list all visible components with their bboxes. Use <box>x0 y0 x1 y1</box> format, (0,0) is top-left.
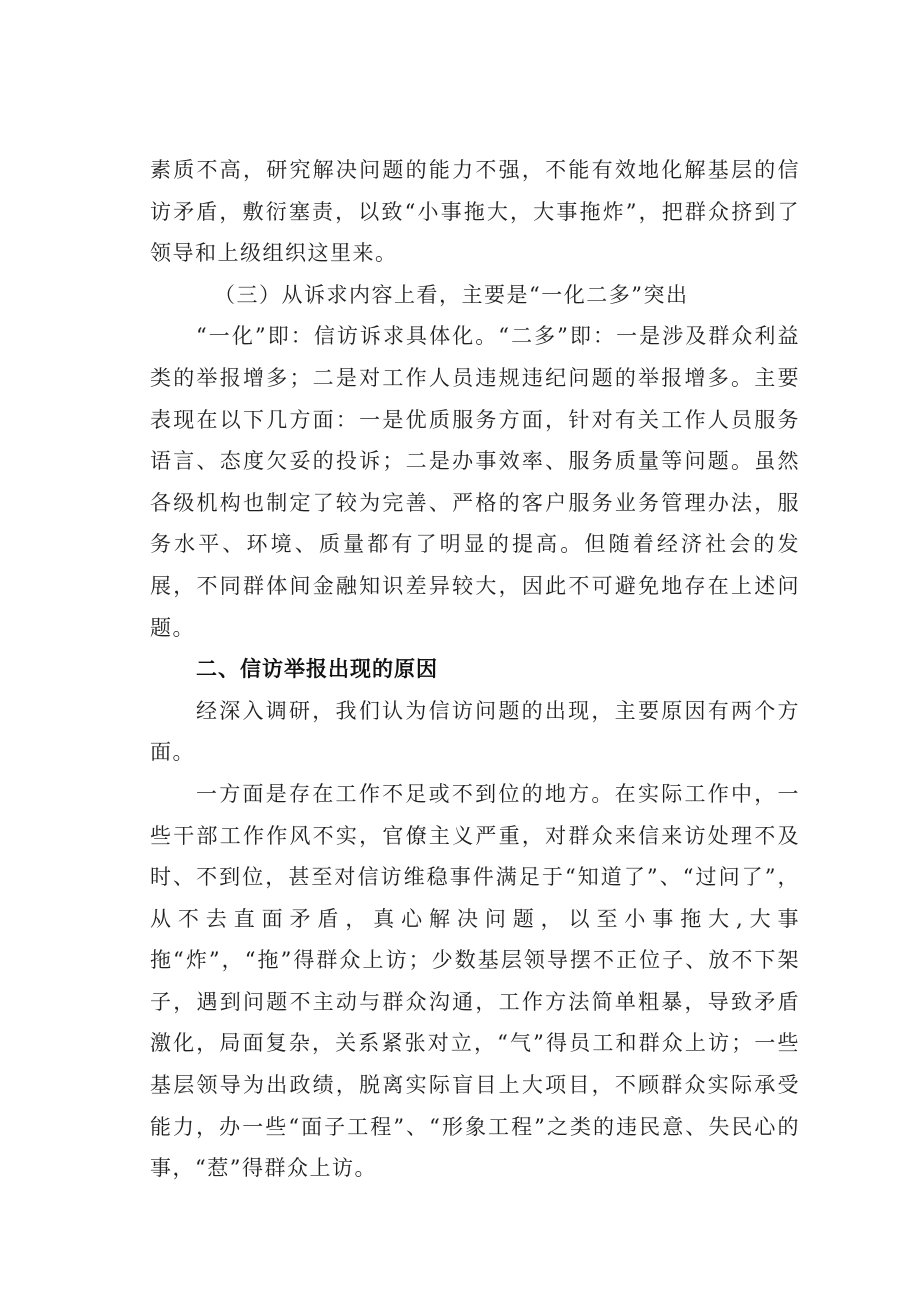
paragraph-work-shortcomings: 一方面是存在工作不足或不到位的地方。在实际工作中，一些干部工作作风不实，官僚主义严重，对群众来信来访处理不及时、不到位，甚至对信访维稳事件满足于“知道了”、“过问了”，从不去直面矛盾，真心解决问题，以至小事拖大,大事拖“炸”，“拖”得群众上访；少数基层领导摆不正位子、放不下架子，遇到问题不主动与群众沟通，工作方法简单粗暴，导致矛盾激化，局面复杂，关系紧张对立，“气”得员工和群众上访；一些基层领导为出政绩，脱离实际盲目上大项目，不顾群众实际承受能力，办一些“面子工程”、“形象工程”之类的违民意、失民心的事，“惹”得群众上访。 <box>150 781 800 1181</box>
subheading-appeal-content: （三）从诉求内容上看，主要是“一化二多”突出 <box>214 282 689 307</box>
paragraph-one-two-many: “一化”即：信访诉求具体化。“二多”即：一是涉及群众利益类的举报增多；二是对工作人员违规违纪问题的举报增多。主要表现在以下几方面：一是优质服务方面，针对有关工作人员服务语言、态度欠妥的投诉；二是办事效率、服务质量等问题。虽然各级机构也制定了较为完善、严格的客户服务业务管理办法，服务水平、环境、质量都有了明显的提高。但随着经济社会的发展，不同群体间金融知识差异较大，因此不可避免地存在上述问题。 <box>150 324 800 640</box>
paragraph-continuation: 素质不高，研究解决问题的能力不强，不能有效地化解基层的信访矛盾，敷衍塞责，以致“小事拖大，大事拖炸”，把群众挤到了领导和上级组织这里来。 <box>150 158 800 266</box>
paragraph-research-summary: 经深入调研，我们认为信访问题的出现，主要原因有两个方面。 <box>150 698 800 765</box>
section-heading-causes: 二、信访举报出现的原因 <box>196 657 438 682</box>
document-body <box>150 150 800 1190</box>
